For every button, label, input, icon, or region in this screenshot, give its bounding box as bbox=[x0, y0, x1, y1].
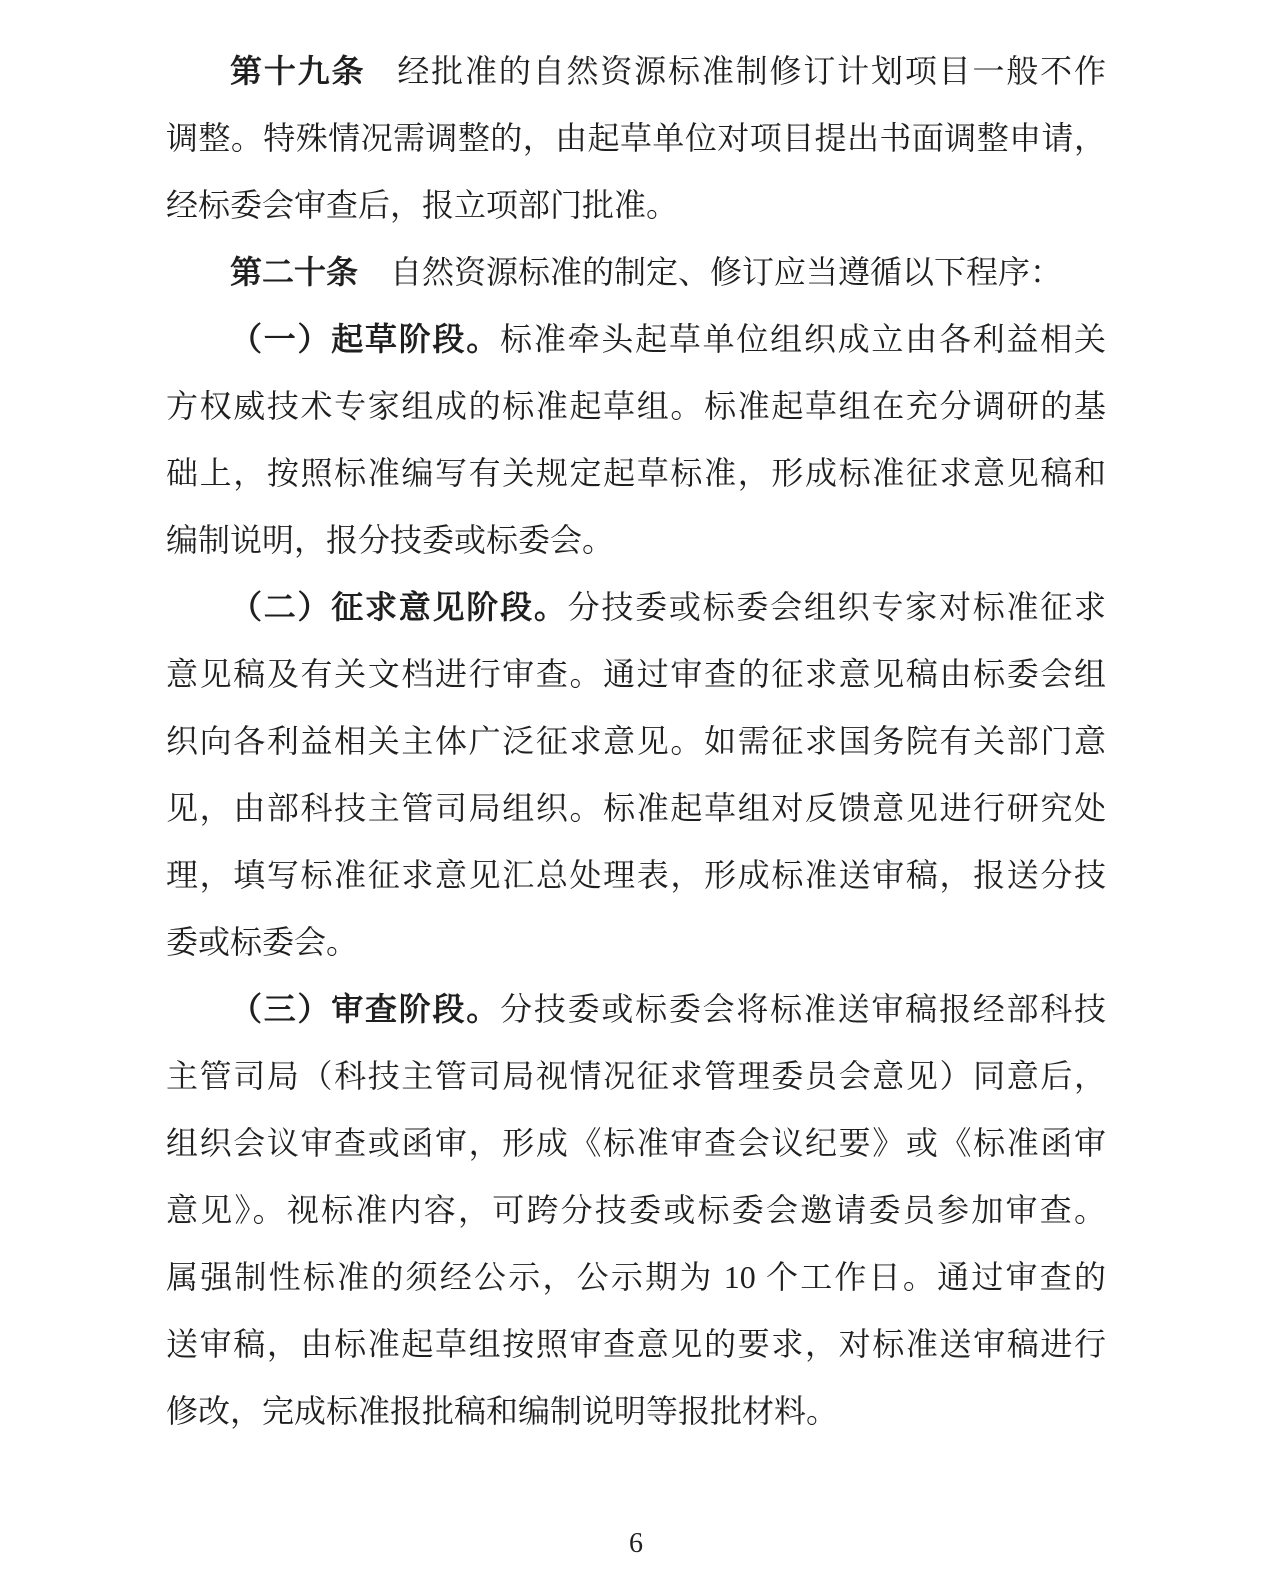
text-line: （三）审查阶段。分技委或标委会将标准送审稿报经部科技 bbox=[230, 991, 1106, 1027]
paragraph-lead: 第十九条 bbox=[230, 53, 366, 89]
text-line: 意见》。视标准内容，可跨分技委或标委会邀请委员参加审查。 bbox=[166, 1192, 1106, 1228]
text-line: 见，由部科技主管司局组织。标准起草组对反馈意见进行研究处 bbox=[166, 790, 1106, 826]
document-body bbox=[166, 38, 1106, 1445]
paragraph-lead: （一）起草阶段。 bbox=[230, 321, 501, 357]
text-line: 意见稿及有关文档进行审查。通过审查的征求意见稿由标委会组 bbox=[166, 656, 1106, 692]
text-line: 组织会议审查或函审，形成《标准审查会议纪要》或《标准函审 bbox=[166, 1125, 1106, 1161]
text-line: （一）起草阶段。标准牵头起草单位组织成立由各利益相关 bbox=[230, 321, 1106, 357]
text-line: 第十九条 经批准的自然资源标准制修订计划项目一般不作 bbox=[230, 53, 1106, 89]
text-line: 第二十条 自然资源标准的制定、修订应当遵循以下程序： bbox=[230, 254, 1063, 290]
text-line: 修改，完成标准报批稿和编制说明等报批材料。 bbox=[166, 1393, 839, 1429]
text-line: 理，填写标准征求意见汇总处理表，形成标准送审稿，报送分技 bbox=[166, 857, 1106, 893]
text-line: 调整。特殊情况需调整的，由起草单位对项目提出书面调整申请， bbox=[166, 120, 1106, 156]
text-line: 送审稿，由标准起草组按照审查意见的要求，对标准送审稿进行 bbox=[166, 1326, 1106, 1362]
page-number: 6 bbox=[629, 1528, 643, 1559]
text-line: 础上，按照标准编写有关规定起草标准，形成标准征求意见稿和 bbox=[166, 455, 1106, 491]
text-line: 主管司局（科技主管司局视情况征求管理委员会意见）同意后， bbox=[166, 1058, 1106, 1094]
paragraph bbox=[166, 574, 1106, 976]
paragraph bbox=[166, 976, 1106, 1445]
paragraph-lead: 第二十条 bbox=[230, 254, 359, 290]
text-line: 委或标委会。 bbox=[166, 924, 359, 960]
page-footer bbox=[166, 1522, 1106, 1566]
text-line: 属强制性标准的须经公示，公示期为 10 个工作日。通过审查的 bbox=[166, 1259, 1106, 1295]
text-line: 经标委会审查后，报立项部门批准。 bbox=[166, 187, 679, 223]
paragraph bbox=[166, 239, 1106, 306]
text-line: 方权威技术专家组成的标准起草组。标准起草组在充分调研的基 bbox=[166, 388, 1106, 424]
text-line: （二）征求意见阶段。分技委或标委会组织专家对标准征求 bbox=[230, 589, 1106, 625]
text-line: 编制说明，报分技委或标委会。 bbox=[166, 522, 615, 558]
paragraph-lead: （三）审查阶段。 bbox=[230, 991, 501, 1027]
paragraph-lead: （二）征求意见阶段。 bbox=[230, 589, 568, 625]
paragraph bbox=[166, 38, 1106, 239]
text-line: 织向各利益相关主体广泛征求意见。如需征求国务院有关部门意 bbox=[166, 723, 1106, 759]
paragraph bbox=[166, 306, 1106, 574]
